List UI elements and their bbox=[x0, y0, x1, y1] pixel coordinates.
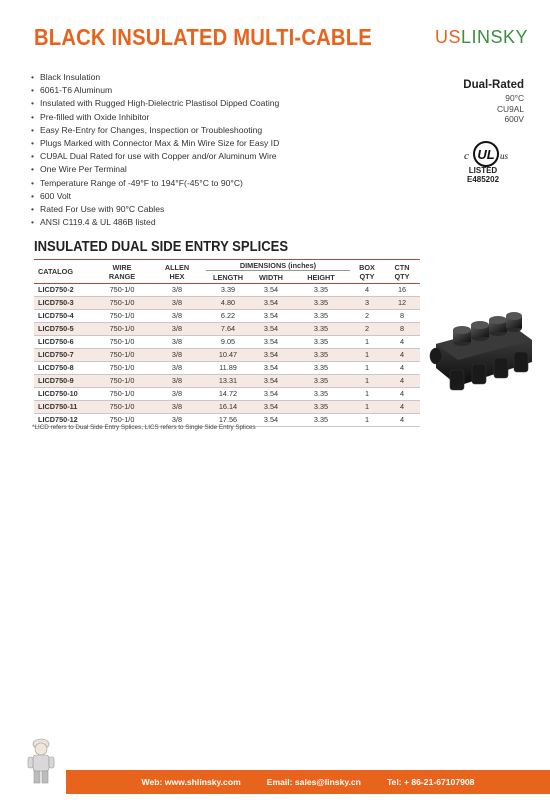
rating-title: Dual-Rated bbox=[463, 79, 524, 91]
cell-wire: 750-1/0 bbox=[96, 284, 148, 297]
cell-box: 1 bbox=[350, 401, 384, 414]
cell-hex: 3/8 bbox=[148, 297, 206, 310]
cell-length: 17.56 bbox=[206, 414, 250, 427]
cell-length: 3.39 bbox=[206, 284, 250, 297]
cell-width: 3.54 bbox=[250, 349, 292, 362]
brand-us: US bbox=[434, 27, 461, 47]
cell-catalog: LICD750-9 bbox=[34, 375, 96, 388]
cell-height: 3.35 bbox=[292, 401, 350, 414]
ul-ul-text: UL bbox=[477, 147, 495, 162]
cell-ctn: 4 bbox=[384, 388, 420, 401]
cell-hex: 3/8 bbox=[148, 310, 206, 323]
feature-list bbox=[31, 71, 279, 229]
cell-height: 3.35 bbox=[292, 284, 350, 297]
cell-ctn: 16 bbox=[384, 284, 420, 297]
cell-catalog: LICD750-12 bbox=[34, 414, 96, 427]
th-dimensions: DIMENSIONS (inches) bbox=[206, 260, 350, 271]
cell-wire: 750-1/0 bbox=[96, 349, 148, 362]
cell-width: 3.54 bbox=[250, 375, 292, 388]
cell-wire: 750-1/0 bbox=[96, 401, 148, 414]
brand-linsky: LINSKY bbox=[460, 27, 528, 47]
table-row bbox=[34, 323, 420, 336]
table-row bbox=[34, 336, 420, 349]
feature-item: • One Wire Per Terminal bbox=[31, 163, 279, 176]
cell-length: 6.22 bbox=[206, 310, 250, 323]
cell-hex: 3/8 bbox=[148, 336, 206, 349]
feature-item: • Easy Re-Entry for Changes, Inspection or Troubleshooting bbox=[31, 124, 279, 137]
th-wire-range-1: WIRE bbox=[112, 262, 132, 272]
cell-catalog: LICD750-5 bbox=[34, 323, 96, 336]
cell-hex: 3/8 bbox=[148, 375, 206, 388]
cell-box: 1 bbox=[350, 336, 384, 349]
cell-box: 4 bbox=[350, 284, 384, 297]
ul-listed-label: LISTED bbox=[468, 166, 498, 175]
cell-length: 4.80 bbox=[206, 297, 250, 310]
cell-width: 3.54 bbox=[250, 336, 292, 349]
cell-wire: 750-1/0 bbox=[96, 336, 148, 349]
cell-wire: 750-1/0 bbox=[96, 414, 148, 427]
feature-item: • Rated For Use with 90°C Cables bbox=[31, 203, 279, 216]
ul-us-text: us bbox=[500, 151, 509, 161]
cell-catalog: LICD750-11 bbox=[34, 401, 96, 414]
cell-width: 3.54 bbox=[250, 414, 292, 427]
th-allen-hex bbox=[148, 260, 206, 284]
cell-catalog: LICD750-4 bbox=[34, 310, 96, 323]
feature-item: • ANSI C119.4 & UL 486B listed bbox=[31, 216, 279, 229]
cell-box: 1 bbox=[350, 362, 384, 375]
ul-file-number: E485202 bbox=[466, 175, 500, 184]
feature-item: • Black Insulation bbox=[31, 71, 279, 84]
cell-box: 2 bbox=[350, 310, 384, 323]
cell-catalog: LICD750-8 bbox=[34, 362, 96, 375]
cell-hex: 3/8 bbox=[148, 284, 206, 297]
feature-item: • CU9AL Dual Rated for use with Copper and/or Aluminum Wire bbox=[31, 150, 279, 163]
cell-height: 3.35 bbox=[292, 310, 350, 323]
cell-box: 3 bbox=[350, 297, 384, 310]
product-photo bbox=[428, 300, 536, 400]
rating-temp: 90°C bbox=[505, 93, 524, 103]
rating-block bbox=[463, 79, 524, 125]
cell-box: 1 bbox=[350, 349, 384, 362]
table-row bbox=[34, 375, 420, 388]
cell-box: 1 bbox=[350, 414, 384, 427]
ul-listed-text bbox=[459, 166, 507, 184]
cell-wire: 750-1/0 bbox=[96, 310, 148, 323]
cell-height: 3.35 bbox=[292, 414, 350, 427]
cell-height: 3.35 bbox=[292, 388, 350, 401]
rating-material: CU9AL bbox=[497, 103, 524, 114]
cell-ctn: 4 bbox=[384, 414, 420, 427]
cell-height: 3.35 bbox=[292, 297, 350, 310]
cell-width: 3.54 bbox=[250, 284, 292, 297]
cell-length: 10.47 bbox=[206, 349, 250, 362]
footer-tel[interactable]: Tel: + 86-21-67107908 bbox=[386, 777, 475, 787]
cell-ctn: 4 bbox=[384, 375, 420, 388]
feature-item: • Insulated with Rugged High-Dielectric Plastisol Dipped Coating bbox=[31, 97, 279, 110]
cell-ctn: 4 bbox=[384, 336, 420, 349]
cell-hex: 3/8 bbox=[148, 323, 206, 336]
feature-item: • 600 Volt bbox=[31, 190, 279, 203]
cell-ctn: 8 bbox=[384, 310, 420, 323]
cell-length: 14.72 bbox=[206, 388, 250, 401]
cell-wire: 750-1/0 bbox=[96, 362, 148, 375]
table-row bbox=[34, 310, 420, 323]
cell-length: 7.64 bbox=[206, 323, 250, 336]
th-wire-range-2: RANGE bbox=[108, 271, 136, 281]
table-body bbox=[34, 284, 420, 427]
cell-box: 1 bbox=[350, 375, 384, 388]
th-allen-hex-2: HEX bbox=[169, 271, 185, 281]
cell-catalog: LICD750-2 bbox=[34, 284, 96, 297]
cell-width: 3.54 bbox=[250, 401, 292, 414]
cell-catalog: LICD750-10 bbox=[34, 388, 96, 401]
cell-catalog: LICD750-6 bbox=[34, 336, 96, 349]
mascot-figure bbox=[24, 735, 58, 785]
cell-ctn: 4 bbox=[384, 362, 420, 375]
cell-width: 3.54 bbox=[250, 388, 292, 401]
rating-voltage: 600V bbox=[504, 114, 524, 124]
feature-item: • 6061-T6 Aluminum bbox=[31, 84, 279, 97]
th-ctn-qty bbox=[384, 260, 420, 284]
cell-width: 3.54 bbox=[250, 310, 292, 323]
table-row bbox=[34, 297, 420, 310]
cell-catalog: LICD750-3 bbox=[34, 297, 96, 310]
cell-ctn: 4 bbox=[384, 349, 420, 362]
cell-length: 13.31 bbox=[206, 375, 250, 388]
page-title: BLACK INSULATED MULTI-CABLE bbox=[34, 24, 372, 50]
feature-item: • Pre-filled with Oxide Inhibitor bbox=[31, 111, 279, 124]
table-row bbox=[34, 349, 420, 362]
cell-hex: 3/8 bbox=[148, 362, 206, 375]
cell-hex: 3/8 bbox=[148, 388, 206, 401]
cell-height: 3.35 bbox=[292, 362, 350, 375]
th-catalog: CATALOG bbox=[34, 260, 96, 284]
cell-hex: 3/8 bbox=[148, 401, 206, 414]
cell-hex: 3/8 bbox=[148, 414, 206, 427]
feature-item: • Plugs Marked with Connector Max & Min Wire Size for Easy ID bbox=[31, 137, 279, 150]
cell-wire: 750-1/0 bbox=[96, 375, 148, 388]
cell-wire: 750-1/0 bbox=[96, 297, 148, 310]
cell-hex: 3/8 bbox=[148, 349, 206, 362]
cell-height: 3.35 bbox=[292, 375, 350, 388]
th-ctn-qty-2: QTY bbox=[394, 271, 410, 281]
section-title: INSULATED DUAL SIDE ENTRY SPLICES bbox=[34, 239, 289, 255]
cell-catalog: LICD750-7 bbox=[34, 349, 96, 362]
brand-logo[interactable] bbox=[435, 27, 528, 48]
cell-ctn: 4 bbox=[384, 401, 420, 414]
spec-table bbox=[34, 259, 420, 427]
th-box-qty-2: QTY bbox=[359, 271, 375, 281]
cell-width: 3.54 bbox=[250, 323, 292, 336]
table-row bbox=[34, 284, 420, 297]
th-width: WIDTH bbox=[250, 271, 292, 284]
th-height: HEIGHT bbox=[292, 271, 350, 284]
cell-length: 9.05 bbox=[206, 336, 250, 349]
cell-ctn: 12 bbox=[384, 297, 420, 310]
feature-item: • Temperature Range of -49°F to 194°F(-45°C to 90°C) bbox=[31, 177, 279, 190]
cell-wire: 750-1/0 bbox=[96, 388, 148, 401]
table-row bbox=[34, 401, 420, 414]
table-row bbox=[34, 362, 420, 375]
ul-c-text: c bbox=[464, 150, 469, 162]
cell-box: 1 bbox=[350, 388, 384, 401]
footer-email[interactable]: Email: sales@linsky.cn bbox=[266, 777, 361, 787]
cell-height: 3.35 bbox=[292, 323, 350, 336]
th-allen-hex-1: ALLEN bbox=[164, 262, 190, 272]
table-footnote: *LICD refers to Dual Side Entry Splices, LICS refers to Single Side Entry Splices bbox=[32, 424, 256, 431]
th-wire-range bbox=[96, 260, 148, 284]
footer-web[interactable]: Web: www.shlinsky.com bbox=[141, 777, 241, 787]
cell-height: 3.35 bbox=[292, 349, 350, 362]
th-box-qty bbox=[350, 260, 384, 284]
th-ctn-qty-1: CTN bbox=[394, 262, 410, 272]
footer-bar bbox=[66, 770, 550, 794]
cell-width: 3.54 bbox=[250, 362, 292, 375]
cell-ctn: 8 bbox=[384, 323, 420, 336]
th-length: LENGTH bbox=[206, 271, 250, 284]
cell-wire: 750-1/0 bbox=[96, 323, 148, 336]
cell-length: 11.89 bbox=[206, 362, 250, 375]
cell-length: 16.14 bbox=[206, 401, 250, 414]
cell-width: 3.54 bbox=[250, 297, 292, 310]
cell-box: 2 bbox=[350, 323, 384, 336]
th-box-qty-1: BOX bbox=[359, 262, 375, 272]
table-header bbox=[34, 260, 420, 284]
table-row bbox=[34, 388, 420, 401]
cell-height: 3.35 bbox=[292, 336, 350, 349]
